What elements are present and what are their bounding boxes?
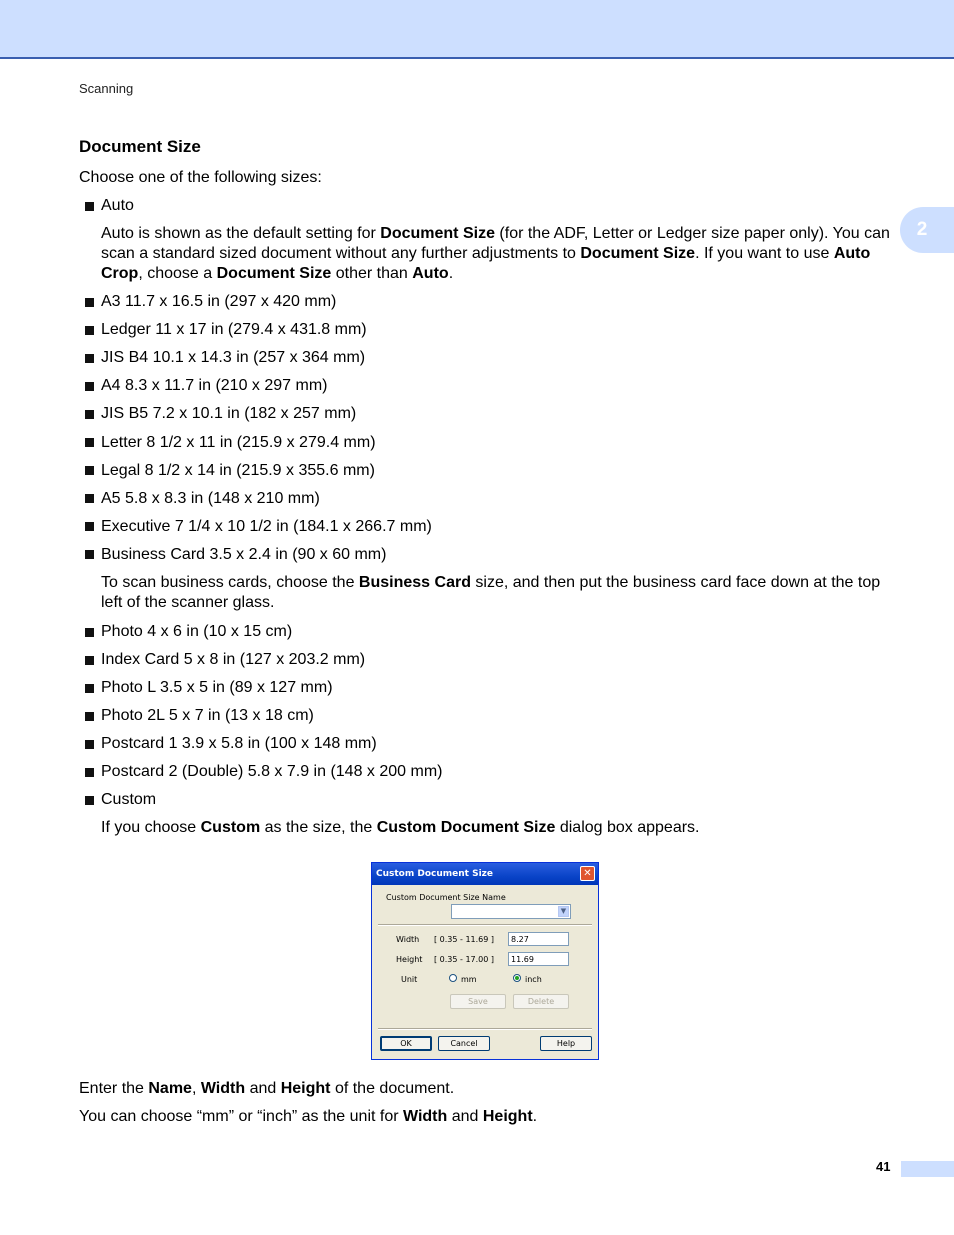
bullet-square-icon <box>85 628 94 637</box>
after-text-1: Enter the Name, Width and Height of the document. <box>79 1080 455 1097</box>
unit-inch-label[interactable]: inch <box>525 975 542 984</box>
dialog-title-bar <box>372 863 598 885</box>
list-item: Auto <box>85 196 134 216</box>
list-item: JIS B4 10.1 x 14.3 in (257 x 364 mm) <box>85 348 365 368</box>
bullet-square-icon <box>85 684 94 693</box>
custom-document-size-dialog <box>371 862 599 1060</box>
height-input[interactable]: 11.69 <box>508 952 569 966</box>
chevron-down-icon[interactable]: ▼ <box>558 906 569 917</box>
chapter-tab: 2 <box>900 207 954 253</box>
list-item: Ledger 11 x 17 in (279.4 x 431.8 mm) <box>85 320 367 340</box>
help-button[interactable]: Help <box>540 1036 592 1051</box>
delete-button[interactable]: Delete <box>513 994 569 1009</box>
list-item: Business Card 3.5 x 2.4 in (90 x 60 mm) <box>85 545 386 565</box>
page-number: 41 <box>876 1159 891 1174</box>
bullet-square-icon <box>85 298 94 307</box>
list-item: Photo 2L 5 x 7 in (13 x 18 cm) <box>85 706 314 726</box>
auto-description: Auto is shown as the default setting for Document Size (for the ADF, Letter or Ledger size paper only). You can scan a standard sized document without any further adjustments to Document Size. If you want to use Auto Crop, choose a Document Size other than Auto. <box>101 225 890 282</box>
bullet-square-icon <box>85 326 94 335</box>
list-item: Index Card 5 x 8 in (127 x 203.2 mm) <box>85 650 365 670</box>
intro-text: Choose one of the following sizes: <box>79 169 322 186</box>
list-item: Letter 8 1/2 x 11 in (215.9 x 279.4 mm) <box>85 433 376 453</box>
running-head: Scanning <box>79 81 134 96</box>
unit-mm-radio[interactable] <box>449 974 457 982</box>
save-button[interactable]: Save <box>450 994 506 1009</box>
width-label: Width <box>396 935 420 944</box>
bullet-square-icon <box>85 494 94 503</box>
after-text-2: You can choose “mm” or “inch” as the unit for Width and Height. <box>79 1108 538 1125</box>
name-combobox[interactable] <box>451 904 571 919</box>
bullet-square-icon <box>85 202 94 211</box>
unit-label: Unit <box>401 975 418 984</box>
footer-band <box>901 1161 954 1177</box>
name-label: Custom Document Size Name <box>386 893 506 902</box>
width-input[interactable]: 8.27 <box>508 932 569 946</box>
bullet-square-icon <box>85 354 94 363</box>
height-label: Height <box>396 955 423 964</box>
bullet-square-icon <box>85 382 94 391</box>
list-item: Postcard 1 3.9 x 5.8 in (100 x 148 mm) <box>85 734 377 754</box>
list-item: JIS B5 7.2 x 10.1 in (182 x 257 mm) <box>85 404 356 424</box>
list-item: A3 11.7 x 16.5 in (297 x 420 mm) <box>85 292 336 312</box>
list-item: Postcard 2 (Double) 5.8 x 7.9 in (148 x 200 mm) <box>85 762 443 782</box>
divider <box>378 924 592 926</box>
bullet-square-icon <box>85 740 94 749</box>
ok-button[interactable]: OK <box>380 1036 432 1051</box>
bullet-square-icon <box>85 796 94 805</box>
header-band <box>0 0 954 59</box>
bullet-square-icon <box>85 712 94 721</box>
list-item: A4 8.3 x 11.7 in (210 x 297 mm) <box>85 376 327 396</box>
list-item: A5 5.8 x 8.3 in (148 x 210 mm) <box>85 489 320 509</box>
bullet-square-icon <box>85 656 94 665</box>
bullet-square-icon <box>85 438 94 447</box>
unit-mm-label[interactable]: mm <box>461 975 477 984</box>
cancel-button[interactable]: Cancel <box>438 1036 490 1051</box>
divider <box>378 1028 592 1030</box>
custom-description: If you choose Custom as the size, the Custom Document Size dialog box appears. <box>101 819 700 836</box>
dialog-title: Custom Document Size <box>376 869 493 879</box>
bullet-square-icon <box>85 768 94 777</box>
list-item: Photo 4 x 6 in (10 x 15 cm) <box>85 622 292 642</box>
list-item: Custom <box>85 790 156 810</box>
section-heading: Document Size <box>79 137 201 156</box>
width-range: [ 0.35 - 11.69 ] <box>434 935 495 944</box>
list-item: Photo L 3.5 x 5 in (89 x 127 mm) <box>85 678 333 698</box>
list-item: Executive 7 1/4 x 10 1/2 in (184.1 x 266.7 mm) <box>85 517 432 537</box>
bullet-square-icon <box>85 550 94 559</box>
list-item: Legal 8 1/2 x 14 in (215.9 x 355.6 mm) <box>85 461 375 481</box>
bullet-square-icon <box>85 466 94 475</box>
bullet-square-icon <box>85 522 94 531</box>
close-icon[interactable]: ✕ <box>580 866 595 881</box>
unit-inch-radio[interactable] <box>513 974 521 982</box>
business-card-description: To scan business cards, choose the Business Card size, and then put the business card face down at the top left of the scanner glass. <box>101 574 881 611</box>
height-range: [ 0.35 - 17.00 ] <box>434 955 495 964</box>
bullet-square-icon <box>85 410 94 419</box>
